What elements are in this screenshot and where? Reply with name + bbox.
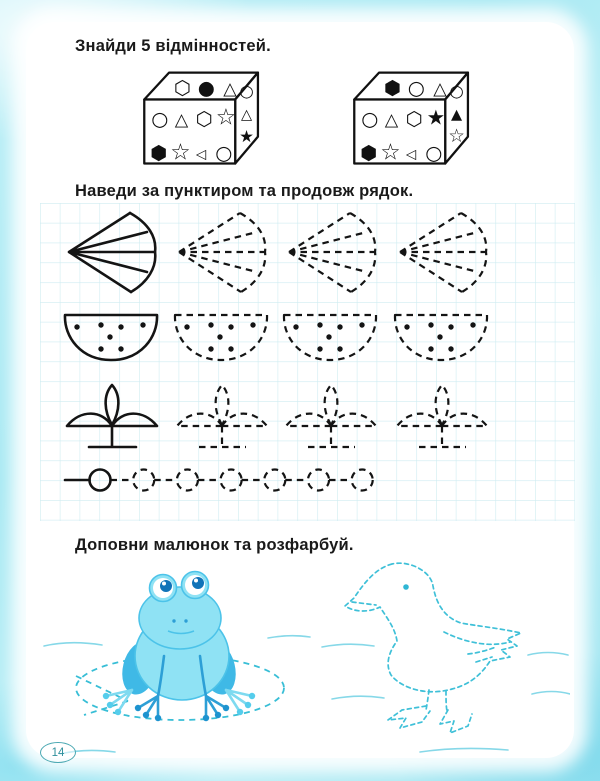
shape-triangle-filled: ▲ (451, 107, 463, 124)
duck (345, 563, 521, 733)
shape-star-outline: ☆ (215, 104, 237, 131)
duck-outline (345, 563, 521, 692)
shape-circle-outline: ○ (361, 107, 379, 131)
shape-hexagon-outline: ⬡ (173, 76, 192, 100)
duck-legs (426, 690, 447, 711)
shape-circle-outline: ○ (239, 81, 254, 101)
shape-circle-outline: ○ (151, 107, 169, 131)
shape-hexagon-filled: ⬢ (360, 141, 378, 165)
duck-beak-line (352, 602, 376, 605)
duck-wing (444, 632, 510, 662)
shape-triangle-left-outline: ◁ (405, 147, 417, 163)
shape-star-filled: ★ (426, 105, 446, 130)
duck-feet (388, 706, 472, 733)
left-cube (136, 64, 260, 168)
shape-star-outline: ☆ (380, 139, 401, 166)
page-content (26, 22, 574, 758)
shape-star-filled: ★ (239, 126, 254, 146)
frog (103, 572, 255, 722)
shape-circle-outline: ○ (449, 81, 464, 101)
shape-circle-outline: ○ (425, 141, 443, 165)
shape-circle-filled: ● (197, 76, 215, 100)
frog-head (139, 587, 221, 649)
shape-circle-outline: ○ (215, 141, 233, 165)
shape-hexagon-filled: ⬢ (150, 141, 168, 165)
tracing-grid (40, 203, 575, 521)
right-cube (346, 64, 470, 168)
shape-triangle-outline: △ (174, 110, 189, 131)
shape-triangle-outline: △ (241, 107, 253, 124)
task-complete-drawing-heading: Доповни малюнок та розфарбуй. (75, 536, 354, 554)
page-number-badge (40, 742, 76, 763)
graph-paper (40, 203, 575, 521)
shape-hexagon-outline: ⬡ (405, 107, 423, 131)
shape-triangle-outline: △ (223, 79, 237, 100)
shape-star-outline: ☆ (448, 125, 465, 147)
shape-star-outline: ☆ (170, 139, 191, 166)
illustration-area (40, 558, 570, 758)
duck-eye (403, 584, 409, 590)
shape-hexagon-outline: ⬡ (195, 107, 213, 131)
task-tracing-heading: Наведи за пунктиром та продовж рядок. (75, 182, 414, 200)
shape-triangle-outline: △ (384, 110, 399, 131)
task-find-differences-heading: Знайди 5 відмінностей. (75, 37, 271, 55)
shape-circle-outline: ○ (407, 76, 425, 100)
shape-triangle-outline: △ (433, 79, 447, 100)
shape-hexagon-filled: ⬢ (383, 76, 402, 100)
page-number: 14 (51, 746, 65, 759)
shape-triangle-left-outline: ◁ (195, 147, 207, 163)
